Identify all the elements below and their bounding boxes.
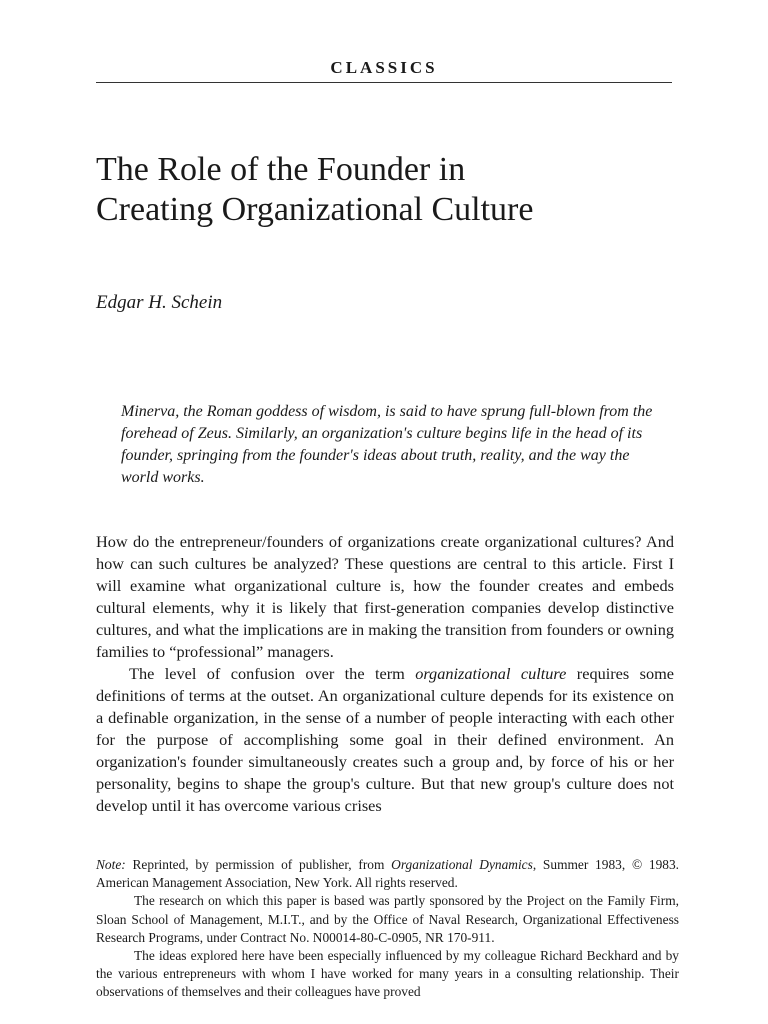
- article-title: [96, 150, 696, 230]
- note-acknowledgment: The ideas explored here have been especially influenced by my colleague Richard Beckhard and by the various entrepreneurs with whom I have worked for many years in a consulting relationship. Their observations of themselves and their colleagues have proved: [96, 948, 679, 1000]
- epigraph: Minerva, the Roman goddess of wisdom, is said to have sprung full-blown from the forehead of Zeus. Similarly, an organization's culture begins life in the head of its founder, springing from the founder's ideas about truth, reality, and the way the world works.: [121, 403, 653, 486]
- body-paragraph-2-start: The level of confusion over the term: [129, 664, 416, 683]
- footnotes: [96, 856, 679, 1002]
- body-paragraph-2-rest: requires some definitions of terms at the outset. An organizational culture depends for its existence on a definable organization, in the sense of a number of people interacting with each other for the purpose of accomplishing some goal in their defined environment. An organization's founder simultaneously creates such a group and, by force of his or her personality, begins to shape the group's culture. But that new group's culture does not develop until it has overcome various crises: [96, 664, 674, 815]
- section-header: CLASSICS: [330, 58, 438, 77]
- term-emphasis: organizational culture: [415, 664, 567, 683]
- author-name: Edgar H. Schein: [96, 292, 223, 313]
- note-copyright: , Summer 1983, © 1983. American Management Association, New York. All rights reserved.: [96, 857, 679, 891]
- title-line-1: The Role of the Founder in: [96, 151, 466, 188]
- article-body: [96, 531, 674, 817]
- body-paragraph-2: [96, 663, 674, 817]
- title-line-2: Creating Organizational Culture: [96, 191, 534, 228]
- note-research: The research on which this paper is based was partly sponsored by the Project on the Family Firm, Sloan School of Management, M.I.T., and by the Office of Naval Research, Organizational Effectiveness Research Programs, under Contract No. N00014-80-C-0905, NR 170-911.: [96, 893, 679, 945]
- note-reprint: [96, 856, 679, 892]
- body-paragraph-1: How do the entrepreneur/founders of organizations create organizational cultures? And how can such cultures be analyzed? These questions are central to this article. First I will examine what organizational culture is, how the founder creates and embeds cultural elements, why it is likely that first-generation companies develop distinctive cultures, and what the implications are in making the transition from founders or owning families to “professional” managers.: [96, 532, 674, 661]
- note-label: Note:: [96, 857, 126, 872]
- note-reprint-text: Reprinted, by permission of publisher, from: [125, 857, 392, 872]
- journal-name: Organizational Dynamics: [391, 857, 533, 872]
- header-rule: [96, 82, 672, 83]
